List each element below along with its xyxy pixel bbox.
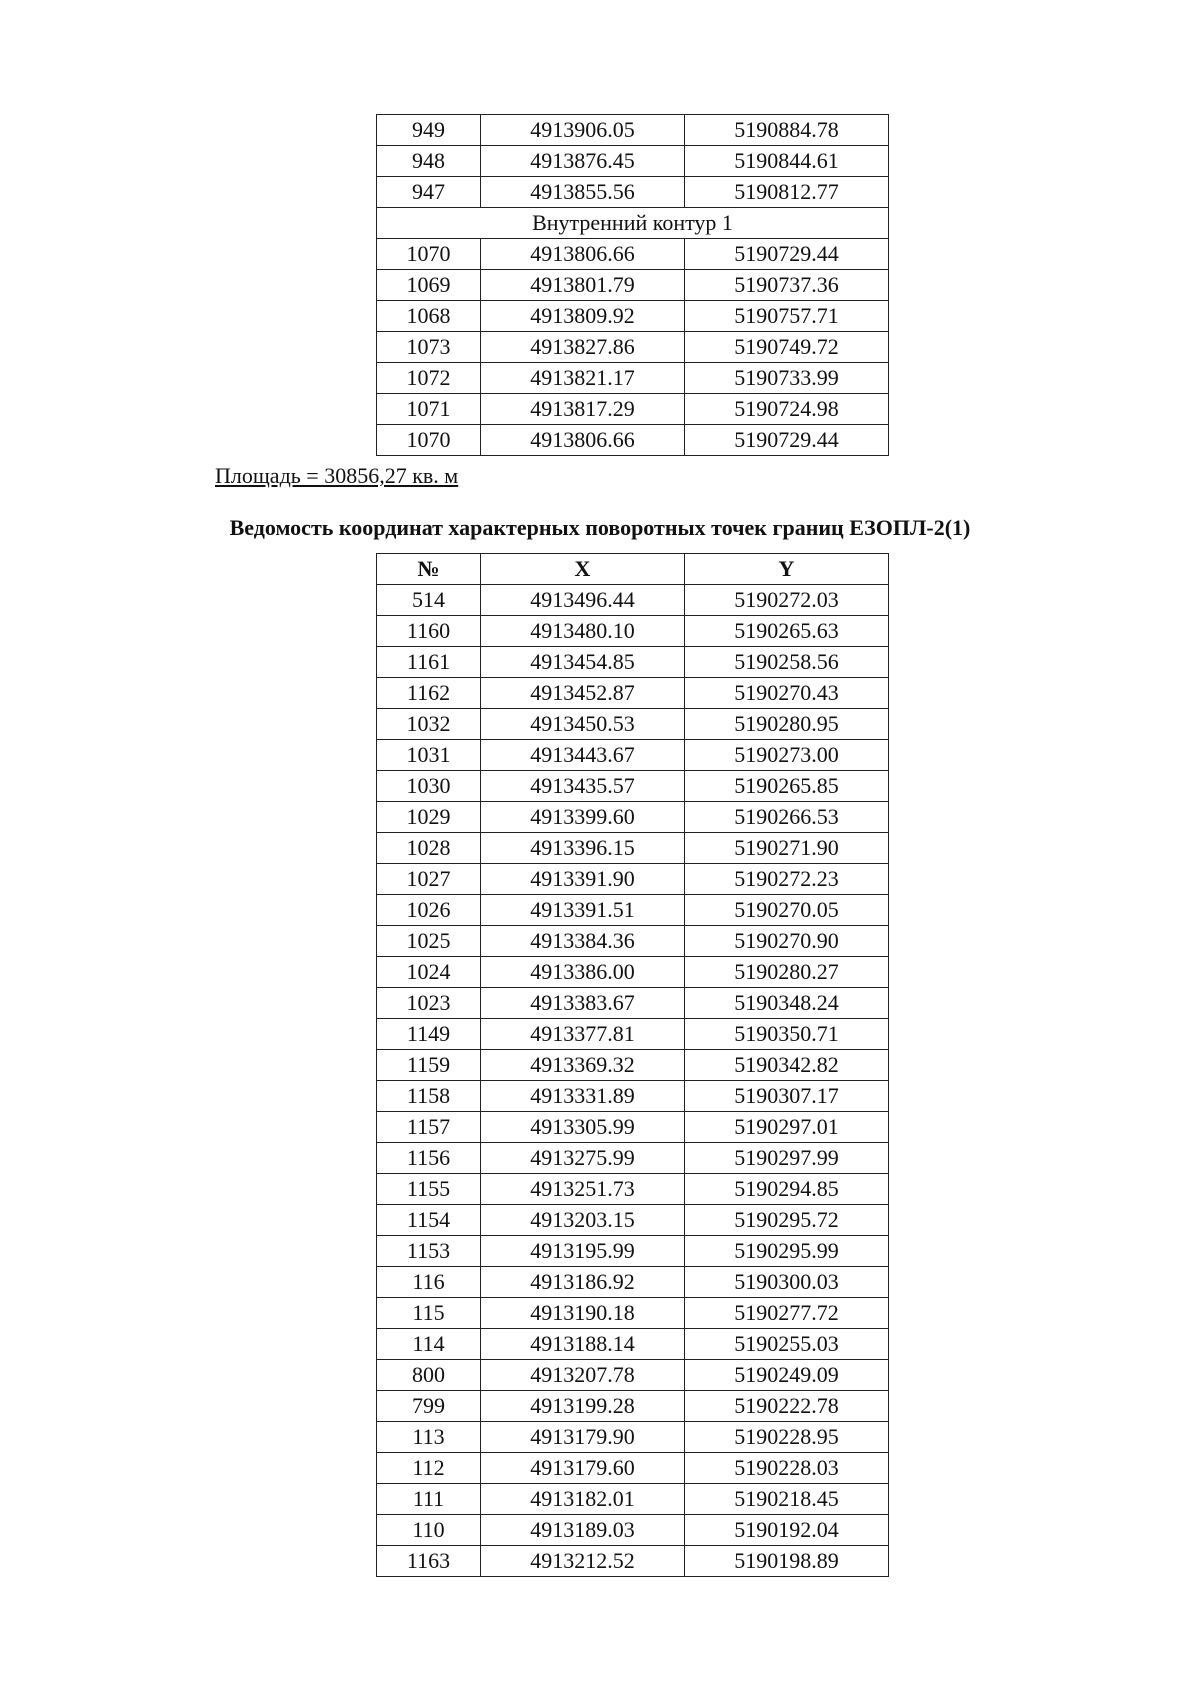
y-coordinate-cell: 5190884.78 xyxy=(685,115,889,146)
area-text: Площадь = 30856,27 кв. м xyxy=(215,463,459,488)
point-number-cell: 1028 xyxy=(377,833,481,864)
point-number-cell: 800 xyxy=(377,1360,481,1391)
table2-rows xyxy=(377,585,889,1577)
x-coordinate-cell: 4913189.03 xyxy=(481,1515,685,1546)
table-row xyxy=(377,1360,889,1391)
x-coordinate-cell: 4913443.67 xyxy=(481,740,685,771)
x-coordinate-cell: 4913855.56 xyxy=(481,177,685,208)
point-number-cell: 1025 xyxy=(377,926,481,957)
point-number-cell: 112 xyxy=(377,1453,481,1484)
point-number-cell: 1068 xyxy=(377,301,481,332)
y-coordinate-cell: 5190228.03 xyxy=(685,1453,889,1484)
y-coordinate-cell: 5190812.77 xyxy=(685,177,889,208)
table-row xyxy=(377,988,889,1019)
table-row xyxy=(377,1484,889,1515)
y-coordinate-cell: 5190270.05 xyxy=(685,895,889,926)
y-coordinate-cell: 5190277.72 xyxy=(685,1298,889,1329)
x-coordinate-cell: 4913391.90 xyxy=(481,864,685,895)
x-coordinate-cell: 4913383.67 xyxy=(481,988,685,1019)
point-number-cell: 115 xyxy=(377,1298,481,1329)
point-number-cell: 1070 xyxy=(377,425,481,456)
x-coordinate-cell: 4913452.87 xyxy=(481,678,685,709)
table1-rows-after xyxy=(377,239,889,456)
y-coordinate-cell: 5190307.17 xyxy=(685,1081,889,1112)
point-number-cell: 110 xyxy=(377,1515,481,1546)
x-coordinate-cell: 4913188.14 xyxy=(481,1329,685,1360)
y-coordinate-cell: 5190218.45 xyxy=(685,1484,889,1515)
point-number-cell: 1149 xyxy=(377,1019,481,1050)
table-row xyxy=(377,1515,889,1546)
x-coordinate-cell: 4913251.73 xyxy=(481,1174,685,1205)
x-coordinate-cell: 4913331.89 xyxy=(481,1081,685,1112)
x-coordinate-cell: 4913454.85 xyxy=(481,647,685,678)
y-coordinate-cell: 5190757.71 xyxy=(685,301,889,332)
x-coordinate-cell: 4913876.45 xyxy=(481,146,685,177)
y-coordinate-cell: 5190255.03 xyxy=(685,1329,889,1360)
point-number-cell: 1024 xyxy=(377,957,481,988)
table-row xyxy=(377,616,889,647)
x-coordinate-cell: 4913199.28 xyxy=(481,1391,685,1422)
table-row xyxy=(377,1453,889,1484)
point-number-cell: 1071 xyxy=(377,394,481,425)
table-row xyxy=(377,1546,889,1577)
table-row xyxy=(377,740,889,771)
table-row xyxy=(377,1422,889,1453)
y-coordinate-cell: 5190844.61 xyxy=(685,146,889,177)
point-number-cell: 1161 xyxy=(377,647,481,678)
x-coordinate-cell: 4913496.44 xyxy=(481,585,685,616)
table-row xyxy=(377,1019,889,1050)
table-row xyxy=(377,239,889,270)
y-coordinate-cell: 5190272.03 xyxy=(685,585,889,616)
point-number-cell: 1157 xyxy=(377,1112,481,1143)
point-number-cell: 111 xyxy=(377,1484,481,1515)
table-row xyxy=(377,363,889,394)
section-heading: Ведомость координат характерных поворотных точек границ ЕЗОПЛ-2(1) xyxy=(229,515,971,540)
x-coordinate-cell: 4913275.99 xyxy=(481,1143,685,1174)
y-coordinate-cell: 5190342.82 xyxy=(685,1050,889,1081)
y-coordinate-cell: 5190258.56 xyxy=(685,647,889,678)
x-coordinate-cell: 4913212.52 xyxy=(481,1546,685,1577)
table-row xyxy=(377,647,889,678)
x-coordinate-cell: 4913182.01 xyxy=(481,1484,685,1515)
y-coordinate-cell: 5190295.72 xyxy=(685,1205,889,1236)
table-row xyxy=(377,1112,889,1143)
table-row xyxy=(377,1391,889,1422)
y-coordinate-cell: 5190724.98 xyxy=(685,394,889,425)
table-row xyxy=(377,270,889,301)
table-row xyxy=(377,1174,889,1205)
y-coordinate-cell: 5190729.44 xyxy=(685,425,889,456)
x-coordinate-cell: 4913827.86 xyxy=(481,332,685,363)
table-row xyxy=(377,1329,889,1360)
x-coordinate-cell: 4913399.60 xyxy=(481,802,685,833)
point-number-cell: 1163 xyxy=(377,1546,481,1577)
header-row xyxy=(377,554,889,585)
x-coordinate-cell: 4913179.90 xyxy=(481,1422,685,1453)
table-row xyxy=(377,833,889,864)
point-number-cell: 1029 xyxy=(377,802,481,833)
x-coordinate-cell: 4913384.36 xyxy=(481,926,685,957)
point-number-cell: 947 xyxy=(377,177,481,208)
table-row xyxy=(377,802,889,833)
x-coordinate-cell: 4913450.53 xyxy=(481,709,685,740)
y-coordinate-cell: 5190749.72 xyxy=(685,332,889,363)
table-row xyxy=(377,1267,889,1298)
x-coordinate-cell: 4913809.92 xyxy=(481,301,685,332)
point-number-cell: 1155 xyxy=(377,1174,481,1205)
x-coordinate-cell: 4913305.99 xyxy=(481,1112,685,1143)
point-number-cell: 1160 xyxy=(377,616,481,647)
header-x: X xyxy=(481,554,685,585)
table-row xyxy=(377,1298,889,1329)
point-number-cell: 1153 xyxy=(377,1236,481,1267)
table-row xyxy=(377,332,889,363)
x-coordinate-cell: 4913195.99 xyxy=(481,1236,685,1267)
coordinates-table-continued xyxy=(376,114,889,456)
point-number-cell: 114 xyxy=(377,1329,481,1360)
y-coordinate-cell: 5190265.85 xyxy=(685,771,889,802)
x-coordinate-cell: 4913186.92 xyxy=(481,1267,685,1298)
table-row xyxy=(377,146,889,177)
x-coordinate-cell: 4913377.81 xyxy=(481,1019,685,1050)
y-coordinate-cell: 5190729.44 xyxy=(685,239,889,270)
table-row xyxy=(377,864,889,895)
y-coordinate-cell: 5190270.43 xyxy=(685,678,889,709)
point-number-cell: 1023 xyxy=(377,988,481,1019)
y-coordinate-cell: 5190295.99 xyxy=(685,1236,889,1267)
y-coordinate-cell: 5190350.71 xyxy=(685,1019,889,1050)
point-number-cell: 1030 xyxy=(377,771,481,802)
y-coordinate-cell: 5190297.01 xyxy=(685,1112,889,1143)
y-coordinate-cell: 5190273.00 xyxy=(685,740,889,771)
y-coordinate-cell: 5190348.24 xyxy=(685,988,889,1019)
table-row xyxy=(377,394,889,425)
point-number-cell: 1032 xyxy=(377,709,481,740)
coordinates-table-ezopl xyxy=(376,553,889,1577)
y-coordinate-cell: 5190280.95 xyxy=(685,709,889,740)
x-coordinate-cell: 4913391.51 xyxy=(481,895,685,926)
point-number-cell: 799 xyxy=(377,1391,481,1422)
x-coordinate-cell: 4913207.78 xyxy=(481,1360,685,1391)
header-y: Y xyxy=(685,554,889,585)
inner-contour-row xyxy=(377,208,889,239)
table-row xyxy=(377,1050,889,1081)
y-coordinate-cell: 5190300.03 xyxy=(685,1267,889,1298)
x-coordinate-cell: 4913435.57 xyxy=(481,771,685,802)
y-coordinate-cell: 5190733.99 xyxy=(685,363,889,394)
x-coordinate-cell: 4913806.66 xyxy=(481,239,685,270)
point-number-cell: 1072 xyxy=(377,363,481,394)
table-row xyxy=(377,1205,889,1236)
y-coordinate-cell: 5190228.95 xyxy=(685,1422,889,1453)
y-coordinate-cell: 5190270.90 xyxy=(685,926,889,957)
point-number-cell: 1154 xyxy=(377,1205,481,1236)
point-number-cell: 1026 xyxy=(377,895,481,926)
table-row xyxy=(377,1236,889,1267)
y-coordinate-cell: 5190192.04 xyxy=(685,1515,889,1546)
table-row xyxy=(377,678,889,709)
table-row xyxy=(377,425,889,456)
point-number-cell: 948 xyxy=(377,146,481,177)
y-coordinate-cell: 5190271.90 xyxy=(685,833,889,864)
table-row xyxy=(377,895,889,926)
x-coordinate-cell: 4913369.32 xyxy=(481,1050,685,1081)
x-coordinate-cell: 4913386.00 xyxy=(481,957,685,988)
x-coordinate-cell: 4913190.18 xyxy=(481,1298,685,1329)
point-number-cell: 1027 xyxy=(377,864,481,895)
table-row xyxy=(377,177,889,208)
table-row xyxy=(377,115,889,146)
x-coordinate-cell: 4913806.66 xyxy=(481,425,685,456)
y-coordinate-cell: 5190222.78 xyxy=(685,1391,889,1422)
y-coordinate-cell: 5190249.09 xyxy=(685,1360,889,1391)
y-coordinate-cell: 5190297.99 xyxy=(685,1143,889,1174)
point-number-cell: 949 xyxy=(377,115,481,146)
point-number-cell: 1156 xyxy=(377,1143,481,1174)
table-row xyxy=(377,771,889,802)
point-number-cell: 1069 xyxy=(377,270,481,301)
table-row xyxy=(377,1143,889,1174)
inner-contour-section xyxy=(377,208,889,239)
y-coordinate-cell: 5190280.27 xyxy=(685,957,889,988)
table-row xyxy=(377,585,889,616)
x-coordinate-cell: 4913801.79 xyxy=(481,270,685,301)
y-coordinate-cell: 5190266.53 xyxy=(685,802,889,833)
point-number-cell: 113 xyxy=(377,1422,481,1453)
point-number-cell: 514 xyxy=(377,585,481,616)
header-number: № xyxy=(377,554,481,585)
x-coordinate-cell: 4913179.60 xyxy=(481,1453,685,1484)
table-row xyxy=(377,926,889,957)
x-coordinate-cell: 4913203.15 xyxy=(481,1205,685,1236)
point-number-cell: 1159 xyxy=(377,1050,481,1081)
y-coordinate-cell: 5190737.36 xyxy=(685,270,889,301)
y-coordinate-cell: 5190272.23 xyxy=(685,864,889,895)
point-number-cell: 116 xyxy=(377,1267,481,1298)
x-coordinate-cell: 4913480.10 xyxy=(481,616,685,647)
table-row xyxy=(377,1081,889,1112)
point-number-cell: 1158 xyxy=(377,1081,481,1112)
point-number-cell: 1070 xyxy=(377,239,481,270)
x-coordinate-cell: 4913906.05 xyxy=(481,115,685,146)
point-number-cell: 1162 xyxy=(377,678,481,709)
y-coordinate-cell: 5190265.63 xyxy=(685,616,889,647)
table1-rows-before xyxy=(377,115,889,208)
table-header xyxy=(377,554,889,585)
point-number-cell: 1073 xyxy=(377,332,481,363)
x-coordinate-cell: 4913817.29 xyxy=(481,394,685,425)
y-coordinate-cell: 5190198.89 xyxy=(685,1546,889,1577)
x-coordinate-cell: 4913396.15 xyxy=(481,833,685,864)
point-number-cell: 1031 xyxy=(377,740,481,771)
table-row xyxy=(377,709,889,740)
inner-contour-label: Внутренний контур 1 xyxy=(377,208,889,239)
x-coordinate-cell: 4913821.17 xyxy=(481,363,685,394)
y-coordinate-cell: 5190294.85 xyxy=(685,1174,889,1205)
table-row xyxy=(377,301,889,332)
table-row xyxy=(377,957,889,988)
